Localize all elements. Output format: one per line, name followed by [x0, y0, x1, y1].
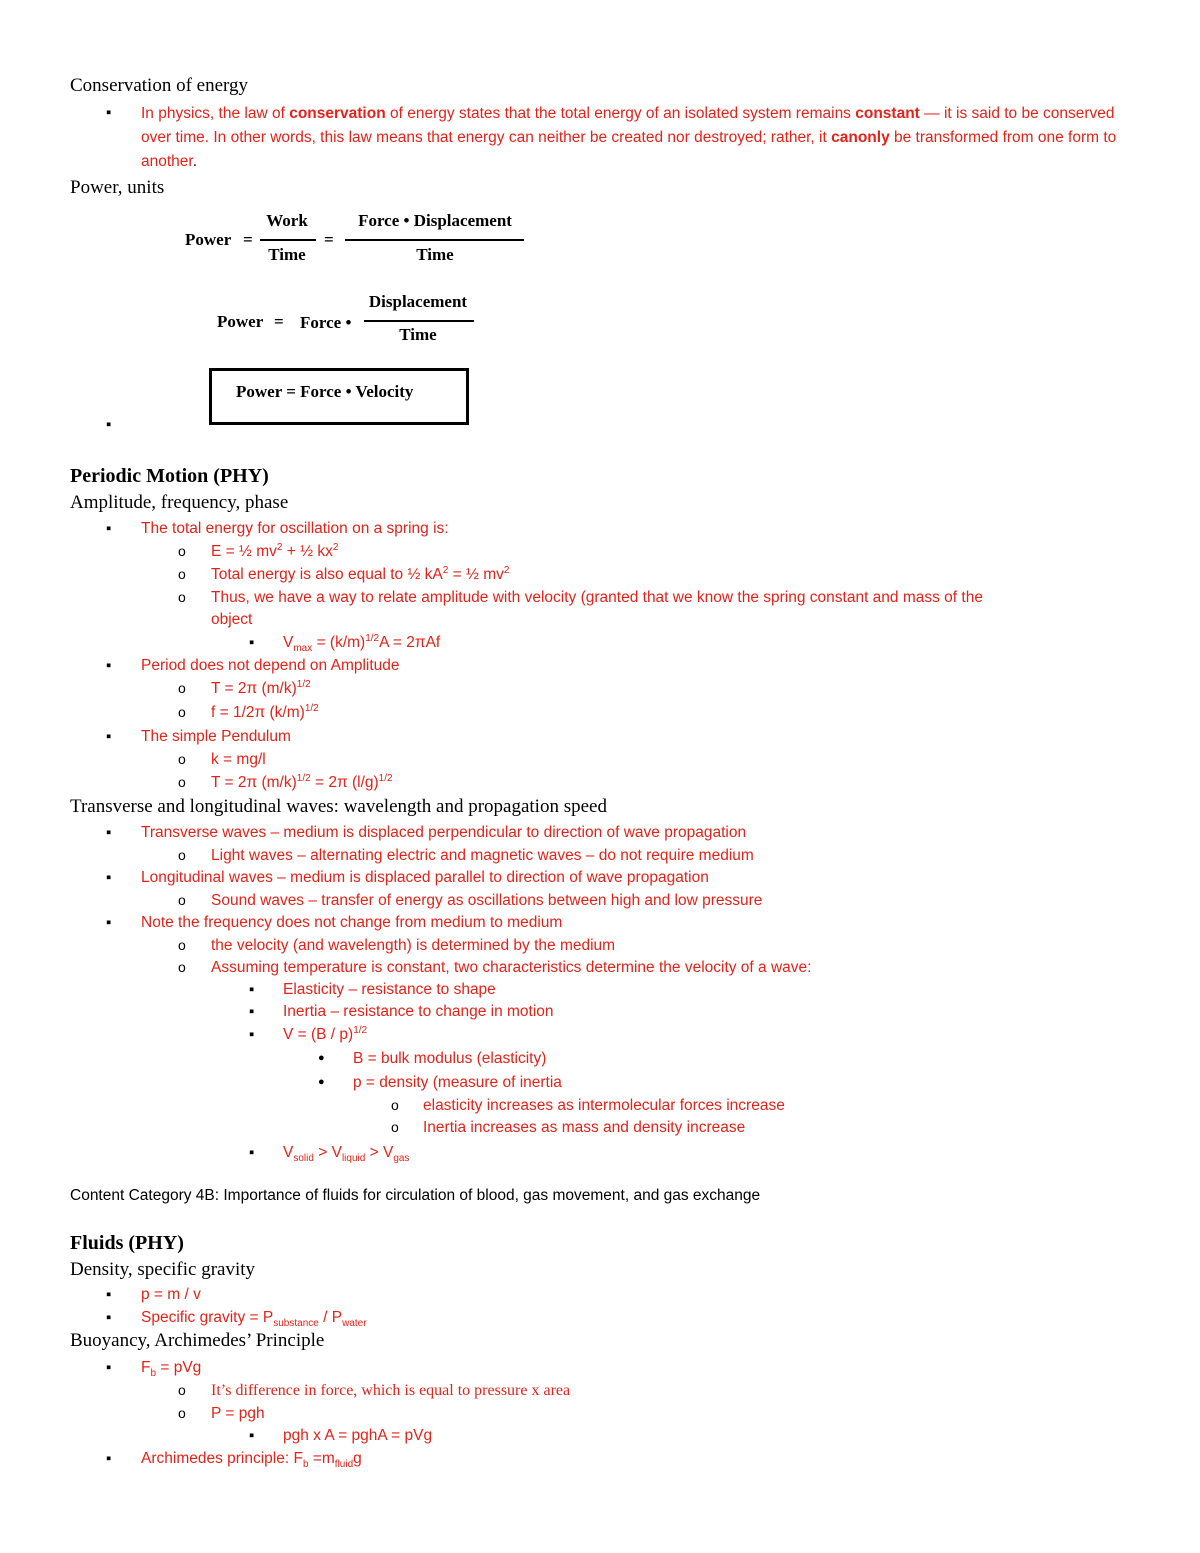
bullet-square	[106, 727, 111, 748]
velocity-comparison: $V_{solid} > V_{liquid} > V_{gas}$	[283, 1144, 410, 1165]
bulk-modulus-item: B = bulk modulus (elasticity)	[353, 1050, 547, 1067]
inertia-increase-item: Inertia increases as mass and density increase	[423, 1119, 746, 1136]
bullet-square	[249, 633, 254, 654]
conservation-paragraph: In physics, the law of conservation of energy states that the total energy of an isolated system remains constant — it is said to be conserved over time. In other words, this law means that energy can neither be created nor destroyed; rather, it canonly be transformed from one form to another.	[141, 105, 1117, 170]
frequency-equation: f = 1/2π $(k/m)^{1/2}$	[211, 702, 319, 721]
assuming-item: Assuming temperature is constant, two characteristics determine the velocity of a wave:	[211, 959, 812, 976]
buoyant-force-equation: $F_b$ = pVg	[141, 1359, 202, 1380]
waves-subheading: Transverse and longitudinal waves: wavelength and propagation speed	[70, 796, 607, 817]
power-eq1-den2: Time	[416, 245, 454, 264]
power-eq3: Power = Force • Velocity	[236, 382, 414, 401]
frequency-note-item: Note the frequency does not change from medium to medium	[141, 914, 563, 931]
bullet-square	[106, 1449, 111, 1470]
equals-sign: =	[274, 312, 284, 331]
density-item: p = density (measure of inertia	[353, 1074, 562, 1091]
bullet-square	[106, 415, 111, 436]
bullet-circle	[178, 679, 186, 700]
content-category: Content Category 4B: Importance of fluids for circulation of blood, gas movement, and gas exchange	[70, 1187, 761, 1204]
power-eq1-num1: Work	[266, 211, 308, 230]
transverse-item: Transverse waves – medium is displaced perpendicular to direction of wave propagation	[141, 824, 747, 841]
power-eq1-den1: Time	[268, 245, 306, 264]
bullet-circle	[178, 936, 186, 957]
bullet-circle	[178, 1404, 186, 1425]
fraction-line	[260, 239, 316, 241]
bullet-circle	[178, 542, 186, 563]
bullet-circle	[178, 588, 186, 609]
bullet-square	[249, 1143, 254, 1164]
power-eq2-num: Displacement	[368, 292, 468, 311]
pgh-equation: pgh x A = pghA = pVg	[283, 1427, 433, 1444]
specific-gravity-equation: Specific gravity = $P_{substance} / P_{water}$	[141, 1309, 367, 1330]
density-equation: p = m / v	[141, 1286, 201, 1303]
inertia-item: Inertia – resistance to change in motion	[283, 1003, 554, 1020]
power-eq1-num2: Force • Displacement	[358, 211, 512, 230]
periodic-heading: Periodic Motion (PHY)	[70, 465, 269, 487]
total-energy-item: Total energy is also equal to ½ $kA^2$ = ½ $mv^2$	[211, 564, 510, 583]
sound-waves-item: Sound waves – transfer of energy as oscillations between high and low pressure	[211, 892, 763, 909]
pendulum-period-equation: T = 2π $(m/k)^{1/2} = 2\pi$ $(l/g)^{1/2}$	[211, 772, 393, 791]
power-eq2-left: Power	[217, 312, 264, 331]
bullet-square	[106, 913, 111, 934]
bullet-square	[106, 656, 111, 677]
pendulum-k-equation: k = mg/l	[211, 751, 266, 768]
bullet-circle	[178, 958, 186, 979]
bullet-circle	[178, 773, 186, 794]
fraction-line	[364, 320, 474, 322]
bullet-circle	[391, 1096, 399, 1117]
density-subheading: Density, specific gravity	[70, 1259, 256, 1280]
velocity-equation: V = (B / p)$^{1/2}$	[283, 1024, 368, 1043]
bullet-circle	[178, 750, 186, 771]
pressure-equation: P = pgh	[211, 1405, 265, 1422]
thus-item-line2: object	[211, 611, 253, 628]
bullet-square	[249, 1025, 254, 1046]
bullet-circle	[178, 565, 186, 586]
bullet-circle	[391, 1118, 399, 1139]
fraction-line	[345, 239, 524, 241]
bullet-circle	[178, 891, 186, 912]
bullet-circle	[178, 1381, 186, 1402]
bullet-circle	[178, 703, 186, 724]
bullet-square	[249, 980, 254, 1001]
power-eq2-den: Time	[399, 325, 437, 344]
bullet-square	[249, 1426, 254, 1447]
pendulum-item: The simple Pendulum	[141, 728, 291, 745]
thus-item-line1: Thus, we have a way to relate amplitude with velocity (granted that we know the spring constant and mass of the	[211, 589, 983, 606]
spring-energy-item: The total energy for oscillation on a spring is:	[141, 520, 449, 537]
amplitude-subheading: Amplitude, frequency, phase	[70, 492, 289, 513]
power-heading: Power, units	[70, 177, 165, 198]
elasticity-item: Elasticity – resistance to shape	[283, 981, 496, 998]
bullet-dot	[318, 1073, 325, 1092]
bullet-square	[249, 1002, 254, 1023]
archimedes-principle: Archimedes principle: $F_b =m_{fluid}g$	[141, 1450, 362, 1471]
bullet-square	[106, 1358, 111, 1379]
longitudinal-item: Longitudinal waves – medium is displaced parallel to direction of wave propagation	[141, 869, 709, 886]
light-waves-item: Light waves – alternating electric and magnetic waves – do not require medium	[211, 847, 754, 864]
bullet-square	[106, 103, 111, 124]
bullet-square	[106, 1285, 111, 1306]
power-eq2-force: Force •	[300, 313, 352, 332]
bullet-square	[106, 1308, 111, 1329]
equals-sign: =	[324, 230, 334, 249]
bullet-square	[106, 823, 111, 844]
equals-sign: =	[243, 230, 253, 249]
period-equation: T = 2π $(m/k)^{1/2}$	[211, 678, 311, 697]
conservation-heading: Conservation of energy	[70, 75, 248, 96]
bullet-dot	[318, 1049, 325, 1068]
bullet-circle	[178, 846, 186, 867]
vmax-equation: $V_{max} = (k/m)^{1/2}A = 2\pi Af$	[283, 632, 441, 655]
energy-equation: E = ½ $mv^2$ + ½ $kx^2$	[211, 541, 339, 560]
force-difference-item: It’s difference in force, which is equal to pressure x area	[211, 1382, 571, 1399]
velocity-item: the velocity (and wavelength) is determined by the medium	[211, 937, 616, 954]
fluids-heading: Fluids (PHY)	[70, 1232, 184, 1254]
elasticity-increase-item: elasticity increases as intermolecular forces increase	[423, 1097, 785, 1114]
power-eq1-left: Power	[185, 230, 232, 249]
period-item: Period does not depend on Amplitude	[141, 657, 400, 674]
buoyancy-subheading: Buoyancy, Archimedes’ Principle	[70, 1330, 325, 1351]
bullet-square	[106, 519, 111, 540]
bullet-square	[106, 868, 111, 889]
